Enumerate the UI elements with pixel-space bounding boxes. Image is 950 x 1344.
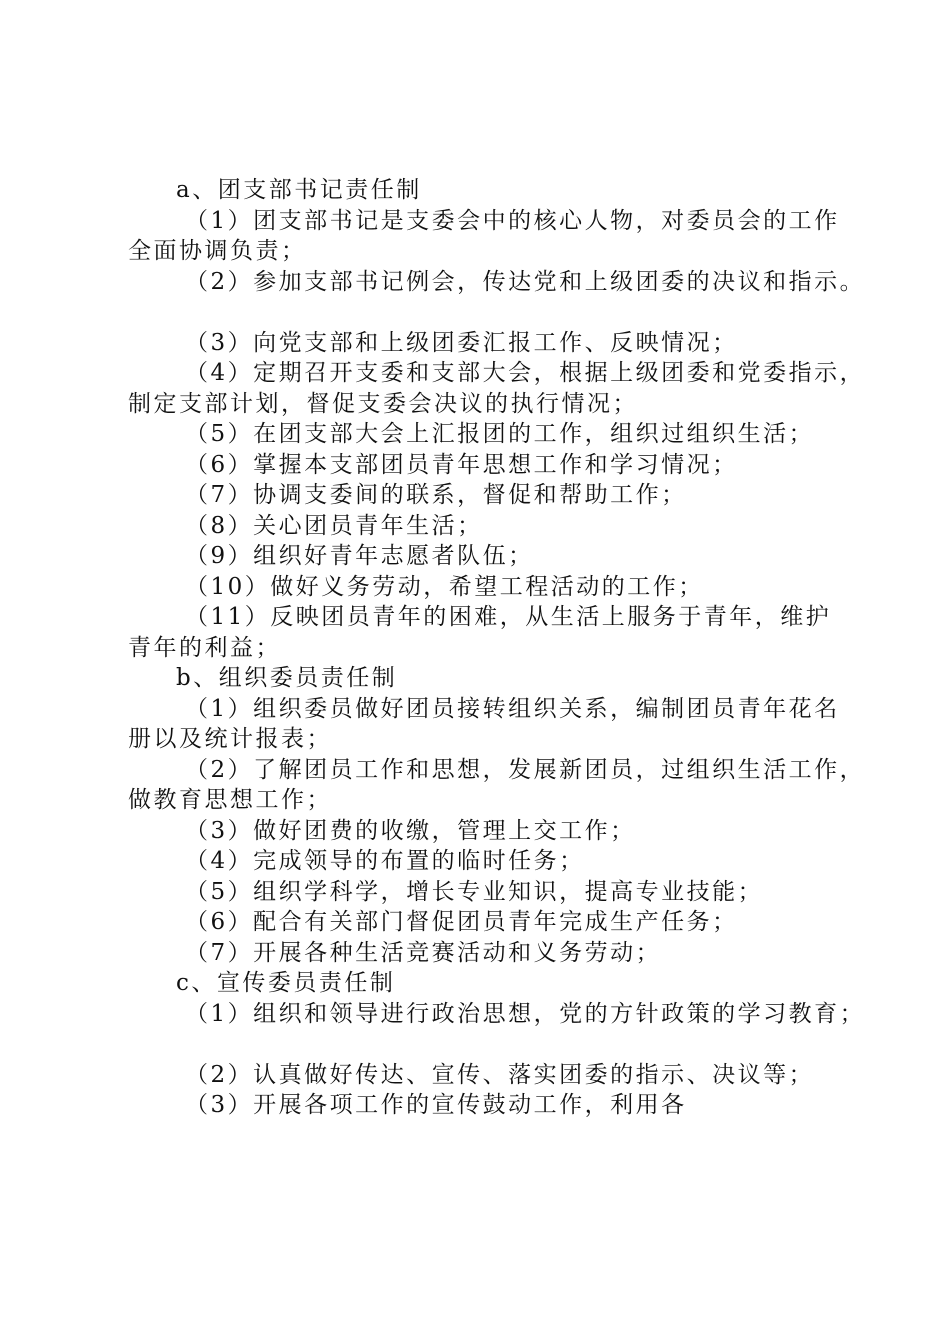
blank-line (128, 297, 848, 328)
text-line: （2）认真做好传达、宣传、落实团委的指示、决议等； (185, 1061, 815, 1088)
text-line: b、组织委员责任制 (176, 665, 398, 691)
text-line: （2）参加支部书记例会，传达党和上级团委的决议和指示。 (185, 268, 866, 295)
text-line: （5）在团支部大会上汇报团的工作，组织过组织生活； (185, 421, 815, 447)
text-line: （6）掌握本支部团员青年思想工作和学习情况； (185, 451, 738, 478)
text-line: （10）做好义务劳动，希望工程活动的工作； (185, 573, 704, 600)
text-line: （7）开展各种生活竞赛活动和义务劳动； (185, 939, 662, 966)
text-line: 册以及统计报表； (128, 726, 332, 752)
text-line: （8）关心团员青年生活； (185, 512, 483, 539)
text-line: （6）配合有关部门督促团员青年完成生产任务； (185, 909, 738, 935)
text-line: c、宣传委员责任制 (176, 970, 396, 996)
blank-line (128, 1029, 848, 1060)
text-line: 青年的利益； (128, 634, 281, 661)
text-line: （2）了解团员工作和思想，发展新团员，过组织生活工作， (185, 756, 866, 783)
text-line: （1）组织委员做好团员接转组织关系，编制团员青年花名 (185, 695, 840, 722)
text-line: （7）协调支委间的联系，督促和帮助工作； (185, 482, 687, 508)
text-line: （1）团支部书记是支委会中的核心人物，对委员会的工作 (185, 207, 840, 234)
text-line: （9）组织好青年志愿者队伍； (185, 543, 534, 569)
text-line: （4）定期召开支委和支部大会，根据上级团委和党委指示， (185, 360, 866, 386)
text-line: 全面协调负责； (128, 238, 307, 264)
text-line: a、团支部书记责任制 (176, 177, 422, 203)
text-line: （4）完成领导的布置的临时任务； (185, 848, 585, 874)
document-body (128, 175, 866, 1121)
text-line: 制定支部计划，督促支委会决议的执行情况； (128, 390, 638, 417)
text-line: （3）向党支部和上级团委汇报工作、反映情况； (185, 329, 738, 356)
text-line: （5）组织学科学，增长专业知识，提高专业技能； (185, 878, 764, 905)
text-line: （11）反映团员青年的困难，从生活上服务于青年，维护 (185, 604, 832, 630)
text-line: 做教育思想工作； (128, 787, 332, 813)
text-line: （3）开展各项工作的宣传鼓动工作，利用各 (185, 1092, 687, 1118)
text-line: （1）组织和领导进行政治思想，党的方针政策的学习教育； (185, 1000, 866, 1027)
text-line: （3）做好团费的收缴，管理上交工作； (185, 817, 636, 844)
